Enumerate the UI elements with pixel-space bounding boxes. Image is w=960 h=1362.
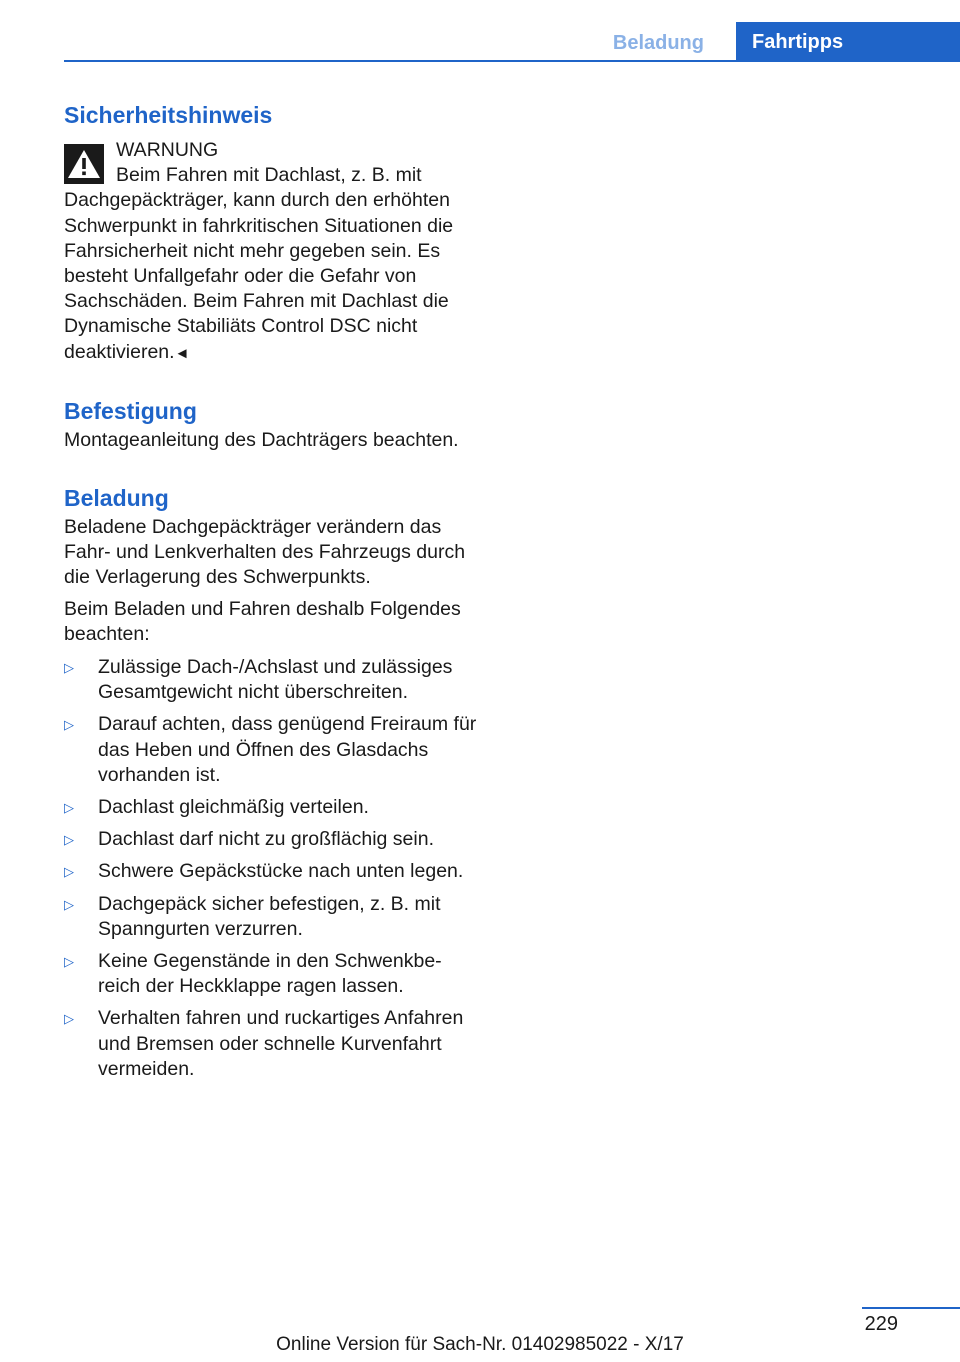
mounting-section [64, 396, 480, 453]
list-item: ▷ Dachlast gleichmäßig verteilen. [64, 795, 480, 820]
loading-section [64, 483, 480, 1082]
page-number: 229 [864, 1313, 898, 1335]
section-tab: Beladung [612, 32, 704, 54]
main-content [64, 100, 480, 1089]
list-item: ▷ Schwere Gepäckstücke nach unten legen. [64, 859, 480, 884]
safety-heading: Sicherheitshinweis [64, 102, 273, 128]
list-item: ▷ Dachlast darf nicht zu großflächig sein. [64, 827, 480, 852]
footer-text: Online Version für Sach-Nr. 01402985022 - X/17 [276, 1334, 684, 1355]
list-item: ▷ Zulässige Dach-/Achslast und zulässiges Gesamtgewicht nicht überschreiten. [64, 656, 453, 704]
end-mark-icon: ◄ [174, 344, 190, 362]
list-item: ▷ Darauf achten, dass genügend Freiraum für das Heben und Öffnen des Glasdachs vorhanden ist. [64, 713, 477, 786]
footer-rule [862, 1307, 960, 1309]
bullet-triangle-icon: ▷ [64, 954, 74, 970]
warning-box [64, 138, 480, 366]
mounting-text: Montageanleitung des Dachträgers beachten. [64, 428, 459, 451]
bullet-triangle-icon: ▷ [64, 832, 74, 848]
bullet-triangle-icon: ▷ [64, 800, 74, 816]
bullet-triangle-icon: ▷ [64, 717, 74, 733]
list-item: ▷ Dachgepäck sicher befestigen, z. B. mit Spanngurten verzurren. [64, 892, 441, 940]
bullet-triangle-icon: ▷ [64, 1011, 74, 1027]
warning-triangle-icon [64, 144, 104, 184]
chapter-tab: Fahrtipps [736, 22, 960, 62]
bullet-triangle-icon: ▷ [64, 660, 74, 676]
bullet-triangle-icon: ▷ [64, 864, 74, 880]
warning-label: WARNUNG [116, 139, 219, 161]
list-item: ▷ Verhalten fahren und ruckartiges Anfahren und Bremsen oder schnelle Kurvenfahrt vermeiden. [64, 1007, 464, 1080]
bullet-triangle-icon: ▷ [64, 896, 74, 912]
loading-heading: Beladung [64, 485, 169, 512]
loading-text-1: Beladene Dachgepäckträger verändern das Fahr- und Lenkverhalten des Fahrzeugs durch die Verlagerung des Schwerpunkts. [64, 516, 466, 589]
page-header [0, 0, 960, 62]
loading-text-2: Beim Beladen und Fahren deshalb Folgendes beachten: [64, 597, 461, 645]
header-rule [64, 60, 960, 62]
loading-list [64, 655, 480, 1082]
warning-text: Beim Fahren mit Dachlast, z. B. mit Dachgepäckträger, kann durch den erhöhten Schwerpunkt in fahrkritischen Situationen die Fahrsicherheit nicht mehr gegeben sein. Es besteht Unfallgefahr oder die Gefahr von Sachschäden. Beim Fahren mit Dachlast die Dynamische Stabiliäts Control DSC nicht deaktivieren.◄ [64, 164, 454, 363]
mounting-heading: Befestigung [64, 397, 197, 424]
list-item: ▷ Keine Gegenstände in den Schwenkbe‐reich der Heckklappe ragen lassen. [64, 950, 442, 998]
